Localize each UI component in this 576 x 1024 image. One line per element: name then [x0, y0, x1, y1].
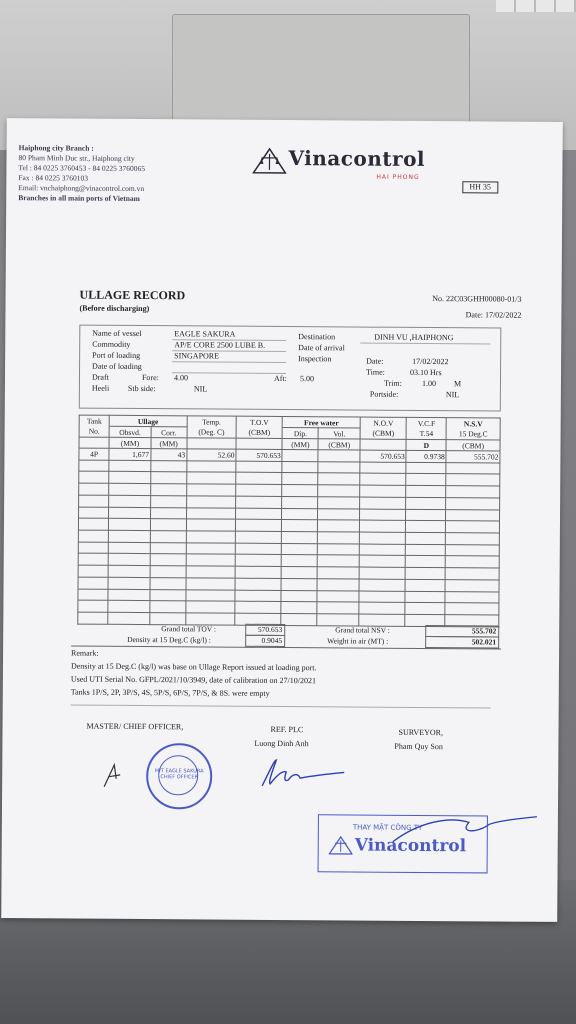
- table-cell-empty: [109, 530, 150, 542]
- table-cell-empty: [359, 614, 405, 626]
- table-cell-empty: [109, 460, 150, 472]
- remark-line: Density at 15 Deg.C (kg/l) was base on Ullage Report issued at loading port.: [70, 661, 317, 673]
- table-cell-empty: [149, 613, 185, 625]
- table-cell-empty: [78, 612, 108, 624]
- table-cell-empty: [318, 473, 360, 485]
- th-nov: N.O.V: [360, 417, 406, 428]
- table-cell-empty: [186, 531, 236, 543]
- table-cell-empty: [150, 519, 186, 531]
- density-label: Density at 15 Deg.C (kg/l) :: [127, 634, 211, 645]
- tov-total-label: Grand total TOV :: [161, 624, 217, 634]
- table-cell-empty: [360, 509, 406, 521]
- table-cell-empty: [150, 460, 186, 472]
- table-cell-empty: [150, 554, 186, 566]
- table-cell-empty: [281, 614, 317, 626]
- trim-unit: M: [453, 379, 462, 389]
- table-cell-empty: [282, 508, 318, 520]
- insp-date-label: Date:: [366, 356, 384, 366]
- vessel-value: EAGLE SAKURA: [174, 329, 236, 339]
- form-code: HH 35: [462, 181, 498, 193]
- draft-label: Draft: [91, 372, 109, 382]
- table-cell-empty: [150, 577, 186, 589]
- table-cell-empty: [446, 474, 500, 486]
- table-cell-empty: [446, 498, 500, 510]
- master-signature: [98, 757, 138, 793]
- table-cell-empty: [446, 544, 500, 556]
- table-cell-empty: [318, 532, 360, 544]
- portside-value: NIL: [445, 390, 460, 400]
- th-tov-unit: (CBM): [236, 427, 282, 438]
- table-cell-empty: [281, 567, 317, 579]
- table-cell-empty: [282, 461, 318, 473]
- branch-title: Haiphong city Branch :: [18, 143, 94, 153]
- table-cell-empty: [235, 566, 281, 578]
- table-cell-empty: [186, 543, 236, 555]
- cell-dip: [282, 450, 318, 462]
- table-cell-empty: [235, 519, 281, 531]
- document-date: Date: 17/02/2022: [465, 310, 522, 320]
- stamp-top-text: THAY MẶT CÔNG TY: [352, 823, 423, 832]
- table-cell-empty: [150, 542, 186, 554]
- table-cell-empty: [405, 568, 445, 580]
- table-cell-empty: [185, 613, 235, 625]
- th-vol: Vol.: [318, 428, 360, 439]
- stamp-scale-icon: [329, 835, 353, 855]
- th-nov-unit: (CBM): [360, 428, 406, 439]
- table-cell-empty: [108, 601, 149, 613]
- th-empty: [79, 437, 109, 448]
- vessel-label: Name of vessel: [92, 328, 142, 339]
- th-empty: [236, 438, 282, 449]
- th-t54: T.54: [406, 428, 446, 439]
- table-cell-empty: [109, 495, 150, 507]
- table-cell-empty: [108, 589, 149, 601]
- table-cell-empty: [79, 483, 109, 495]
- cell-tov: 570.653: [236, 449, 282, 461]
- document-subtitle: (Before discharging): [79, 303, 150, 314]
- port-loading-value: SINGAPORE: [174, 351, 220, 361]
- table-cell-empty: [405, 579, 445, 591]
- table-cell-empty: [318, 497, 360, 509]
- ref-signature: [254, 752, 354, 793]
- table-cell-empty: [236, 484, 282, 496]
- table-cell-empty: [186, 566, 236, 578]
- ullage-record-document: [1, 118, 563, 922]
- table-cell-empty: [235, 602, 281, 614]
- table-cell-empty: [150, 495, 186, 507]
- table-cell-empty: [318, 508, 360, 520]
- table-cell-empty: [78, 554, 108, 566]
- table-cell-empty: [406, 497, 446, 509]
- table-cell-empty: [186, 472, 236, 484]
- table-cell-empty: [317, 614, 359, 626]
- table-cell-empty: [406, 474, 446, 486]
- table-cell-empty: [360, 485, 406, 497]
- nsv-total-value: 555.702: [425, 625, 499, 638]
- table-cell-empty: [186, 519, 236, 531]
- document-number: No. 22C03GHH00080-01/3: [432, 294, 522, 304]
- vinacontrol-stamp: [318, 814, 488, 873]
- arrival-label: Date of arrival: [298, 343, 345, 353]
- branch-fax: Fax : 84 0225 3760103: [18, 173, 89, 183]
- th-d: D: [406, 439, 446, 450]
- logo-word: Vinacontrol: [288, 146, 426, 171]
- remark-label: Remark:: [71, 648, 99, 658]
- table-cell-empty: [109, 472, 150, 484]
- table-cell-empty: [317, 590, 359, 602]
- ship-stamp: [146, 743, 212, 809]
- ref-name: Luong Dinh Anh: [254, 738, 309, 749]
- branch-email: Email: vnchaiphong@vinacontrol.com.vn: [18, 183, 145, 194]
- table-cell-empty: [360, 473, 406, 485]
- table-cell-empty: [108, 577, 149, 589]
- table-cell-empty: [318, 555, 360, 567]
- surveyor-label: SURVEYOR,: [398, 727, 444, 738]
- table-cell-empty: [150, 484, 186, 496]
- table-cell-empty: [317, 602, 359, 614]
- fore-label: Fore:: [141, 373, 159, 383]
- table-cell-empty: [235, 555, 281, 567]
- table-cell-empty: [282, 520, 318, 532]
- logo-sub: HAI PHONG: [376, 173, 420, 181]
- cell-nov: 570.653: [360, 450, 406, 462]
- table-cell-empty: [186, 554, 236, 566]
- table-cell-empty: [78, 530, 108, 542]
- th-free-water: Free water: [282, 417, 360, 429]
- table-cell-empty: [109, 483, 150, 495]
- cell-corr: 43: [150, 449, 186, 461]
- vessel-info-box: [79, 325, 502, 412]
- table-cell-empty: [446, 462, 500, 474]
- table-cell-empty: [108, 565, 149, 577]
- ref-label: REF. PLC: [270, 724, 304, 735]
- table-cell-empty: [406, 462, 446, 474]
- table-cell-empty: [150, 531, 186, 543]
- table-cell-empty: [318, 461, 360, 473]
- cell-temp: 52.60: [187, 449, 237, 461]
- table-cell-empty: [445, 580, 499, 592]
- table-cell-empty: [236, 461, 282, 473]
- trim-value: 1.00: [421, 378, 436, 389]
- table-cell-empty: [236, 496, 282, 508]
- trim-label: Trim:: [383, 378, 402, 388]
- time-value: 03.10 Hrs: [410, 367, 442, 378]
- master-signature-label: MASTER/ CHIEF OFFICER,: [86, 721, 184, 732]
- th-dip: Dip.: [282, 428, 318, 439]
- table-cell-empty: [445, 556, 499, 568]
- commodity-value: AP/E CORE 2500 LUBE B.: [174, 340, 266, 350]
- table-cell-empty: [150, 472, 186, 484]
- inspection-label: Inspection: [298, 354, 332, 364]
- table-cell-empty: [360, 462, 406, 474]
- th-temp: Temp.: [187, 416, 236, 427]
- branch-note: Branches in all main ports of Vietnam: [18, 193, 140, 204]
- remark-line: Used UTI Serial No. GFPL/2021/10/3949, date of calibration on 27/10/2021: [70, 674, 316, 686]
- table-cell-empty: [109, 507, 150, 519]
- table-cell-empty: [235, 543, 281, 555]
- table-cell-empty: [406, 532, 446, 544]
- table-cell-empty: [445, 603, 499, 615]
- cell-nsv: 555.702: [446, 451, 500, 463]
- table-cell-empty: [446, 486, 500, 498]
- stb-label: Stb side:: [127, 383, 156, 394]
- table-cell-empty: [446, 521, 500, 533]
- cell-obsvd: 1,677: [109, 448, 150, 460]
- table-cell-empty: [78, 542, 108, 554]
- tov-total-value: 570.653: [245, 624, 285, 636]
- table-cell-empty: [406, 509, 446, 521]
- table-cell-empty: [318, 544, 360, 556]
- cell-vcf: 0.9738: [406, 450, 446, 462]
- commodity-label: Commodity: [92, 339, 131, 349]
- table-cell-empty: [78, 565, 108, 577]
- remark-section: [71, 647, 317, 701]
- remark-line: Tanks 1P/S, 2P, 3P/S, 4S, 5P/S, 6P/S, 7P/S, & 8S. were empty: [70, 687, 270, 698]
- table-cell-empty: [406, 521, 446, 533]
- time-label: Time:: [366, 367, 385, 377]
- table-cell-empty: [446, 509, 500, 521]
- table-cell-empty: [235, 578, 281, 590]
- table-cell-empty: [359, 556, 405, 568]
- surveyor-name: Pham Quy Son: [394, 741, 443, 752]
- nsv-total-label: Grand total NSV :: [335, 625, 390, 635]
- th-dip-unit: (MM): [282, 439, 318, 450]
- table-cell-empty: [317, 567, 359, 579]
- table-cell-empty: [108, 542, 149, 554]
- table-cell-empty: [235, 590, 281, 602]
- th-15: 15 Deg.C: [446, 429, 500, 440]
- table-cell-empty: [186, 461, 236, 473]
- ullage-table: [77, 415, 500, 628]
- th-vol-unit: (CBM): [318, 439, 360, 450]
- rule: [172, 372, 286, 374]
- destination-value: DINH VU ,HAIPHONG: [374, 332, 454, 343]
- rule: [172, 361, 286, 363]
- table-cell-empty: [108, 554, 149, 566]
- portside-label: Portside:: [369, 389, 399, 399]
- table-cell-empty: [406, 486, 446, 498]
- table-cell-empty: [79, 495, 109, 507]
- table-cell-empty: [318, 520, 360, 532]
- th-obsvd: Obsvd.: [109, 426, 150, 437]
- table-cell-empty: [359, 544, 405, 556]
- ship-stamp-text: M/T EAGLE SAKURA CHIEF OFFICER: [154, 768, 204, 780]
- table-cell-empty: [359, 532, 405, 544]
- table-cell-empty: [235, 531, 281, 543]
- th-degc: (Deg. C): [187, 427, 236, 438]
- branch-tel: Tel : 84 0225 3760453 - 84 0225 3760065: [18, 163, 146, 174]
- wia-value: 502.021: [425, 636, 499, 649]
- table-cell-empty: [236, 473, 282, 485]
- th-nsv-unit: (CBM): [446, 440, 500, 451]
- cell-tank: 4P: [79, 448, 109, 460]
- table-cell-empty: [186, 507, 236, 519]
- table-cell-empty: [282, 532, 318, 544]
- table-cell-empty: [282, 496, 318, 508]
- th-nsv: N.S.V: [446, 418, 500, 429]
- table-cell-empty: [79, 507, 109, 519]
- table-cell-empty: [282, 555, 318, 567]
- table-cell-empty: [359, 579, 405, 591]
- stamp-word: Vinacontrol: [354, 835, 467, 857]
- table-cell-empty: [150, 507, 186, 519]
- laptop-touchpad: [172, 14, 470, 128]
- th-tank: Tank: [79, 415, 109, 426]
- table-cell-empty: [79, 460, 109, 472]
- table-cell-empty: [150, 589, 186, 601]
- fore-value: 4.00: [173, 373, 189, 383]
- laptop-keys: [496, 0, 576, 12]
- cell-vol: [318, 450, 360, 462]
- table-cell-empty: [282, 543, 318, 555]
- th-no: No.: [79, 426, 109, 437]
- table-cell-empty: [317, 579, 359, 591]
- destination-label: Destination: [298, 332, 336, 342]
- table-cell-empty: [186, 578, 236, 590]
- heeling-label: Heeli: [91, 383, 110, 393]
- table-cell-empty: [78, 589, 108, 601]
- table-cell-empty: [282, 485, 318, 497]
- th-tov: T.O.V: [236, 416, 282, 427]
- table-cell-empty: [282, 473, 318, 485]
- table-cell-empty: [109, 519, 150, 531]
- vinacontrol-logo: [252, 146, 426, 181]
- wia-label: Weight in air (MT) :: [327, 636, 389, 646]
- table-cell-empty: [108, 612, 149, 624]
- table-cell-empty: [186, 589, 236, 601]
- th-empty: [187, 438, 236, 449]
- table-cell-empty: [186, 484, 236, 496]
- rule: [71, 705, 491, 709]
- table-cell-empty: [149, 601, 185, 613]
- table-cell-empty: [445, 568, 499, 580]
- table-cell-empty: [406, 544, 446, 556]
- table-cell-empty: [318, 485, 360, 497]
- table-cell-empty: [281, 602, 317, 614]
- branch-info: [18, 144, 145, 205]
- surveyor-signature: [389, 812, 539, 853]
- table-cell-empty: [360, 497, 406, 509]
- th-corr-unit: (MM): [151, 438, 187, 449]
- table-cell-empty: [359, 520, 405, 532]
- table-cell-empty: [79, 472, 109, 484]
- table-cell-empty: [406, 556, 446, 568]
- document-title: ULLAGE RECORD: [79, 287, 186, 303]
- th-vcf: V.C.F: [406, 417, 446, 428]
- table-cell-empty: [186, 496, 236, 508]
- table-cell-empty: [445, 591, 499, 603]
- table-cell-empty: [78, 600, 108, 612]
- rule: [360, 343, 490, 345]
- table-cell-empty: [405, 603, 445, 615]
- table-cell-empty: [359, 591, 405, 603]
- th-ullage: Ullage: [109, 415, 186, 427]
- table-cell-empty: [281, 590, 317, 602]
- table-cell-empty: [446, 533, 500, 545]
- branch-address: 80 Pham Minh Duc str., Haiphong city: [18, 153, 135, 164]
- port-loading-label: Port of loading: [92, 350, 141, 361]
- table-cell-empty: [78, 518, 108, 530]
- date-loading-label: Date of loading: [92, 361, 142, 372]
- aft-label: Aft:: [273, 373, 287, 384]
- table-cell-empty: [405, 591, 445, 603]
- density-value: 0.9045: [245, 635, 285, 647]
- th-corr: Corr.: [151, 427, 187, 438]
- table-cell-empty: [359, 567, 405, 579]
- table-cell-empty: [359, 602, 405, 614]
- stb-value: NIL: [193, 384, 208, 394]
- table-cell-empty: [236, 508, 282, 520]
- table-cell-empty: [185, 601, 235, 613]
- scale-icon: [252, 148, 286, 174]
- table-cell-empty: [281, 578, 317, 590]
- aft-value: 5.00: [299, 374, 315, 384]
- table-cell-empty: [78, 577, 108, 589]
- th-empty: [360, 439, 406, 450]
- insp-date-value: 17/02/2022: [412, 356, 449, 367]
- th-obsvd-unit: (MM): [109, 437, 150, 448]
- table-cell-empty: [150, 566, 186, 578]
